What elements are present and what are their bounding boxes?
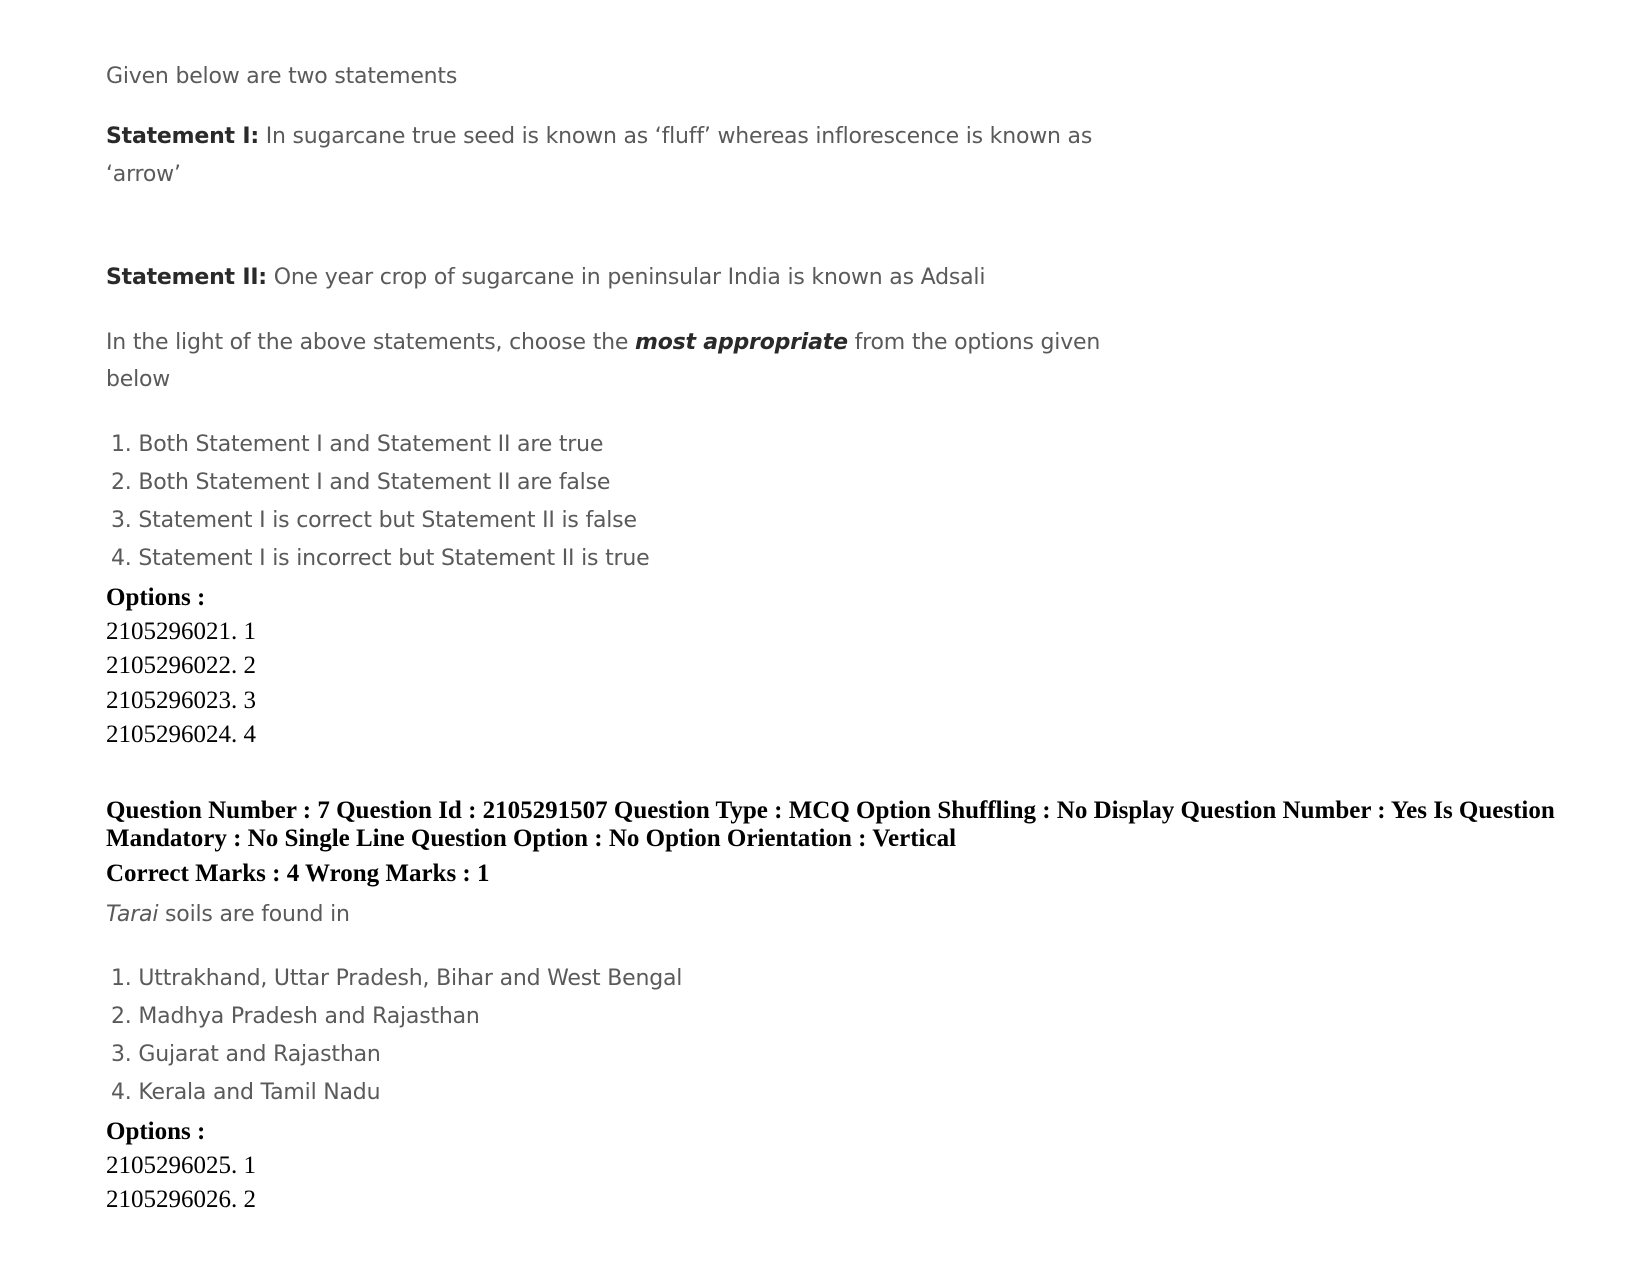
choice-item: 4. Kerala and Tamil Nadu bbox=[111, 1080, 381, 1105]
choice-item: 3. Statement I is correct but Statement II is false bbox=[111, 508, 637, 533]
prompt-pre: In the light of the above statements, choose the bbox=[106, 330, 635, 355]
question-italic-term: Tarai bbox=[106, 902, 159, 927]
question-meta-line-1: Question Number : 7 Question Id : 2105291507 Question Type : MCQ Option Shuffling : No Display Question Number : Yes Is Question bbox=[106, 797, 1555, 824]
options-label: Options : bbox=[106, 584, 206, 611]
prompt-emphasis: most appropriate bbox=[635, 330, 848, 355]
option-id: 2105296021. 1 bbox=[106, 618, 256, 645]
statement-1-text: In sugarcane true seed is known as ‘fluff’ whereas inflorescence is known as bbox=[258, 124, 1093, 149]
choice-item: 2. Madhya Pradesh and Rajasthan bbox=[111, 1004, 480, 1029]
statement-2-text: One year crop of sugarcane in peninsular India is known as Adsali bbox=[266, 265, 986, 290]
question-text bbox=[106, 902, 350, 927]
choice-item: 3. Gujarat and Rajasthan bbox=[111, 1042, 381, 1067]
statement-1-label: Statement I: bbox=[106, 124, 259, 149]
question-intro: Given below are two statements bbox=[106, 64, 458, 89]
question-marks: Correct Marks : 4 Wrong Marks : 1 bbox=[106, 860, 490, 887]
question-prompt-line-2: below bbox=[106, 367, 171, 392]
option-id: 2105296023. 3 bbox=[106, 687, 256, 714]
choice-item: 1. Both Statement I and Statement II are true bbox=[111, 432, 604, 457]
option-id: 2105296025. 1 bbox=[106, 1152, 256, 1179]
option-id: 2105296022. 2 bbox=[106, 652, 256, 679]
statement-1-line-1 bbox=[106, 124, 1092, 149]
option-id: 2105296026. 2 bbox=[106, 1186, 256, 1213]
choice-item: 2. Both Statement I and Statement II are false bbox=[111, 470, 611, 495]
question-meta-line-2: Mandatory : No Single Line Question Option : No Option Orientation : Vertical bbox=[106, 825, 957, 852]
question-rest: soils are found in bbox=[158, 902, 350, 927]
choice-item: 1. Uttrakhand, Uttar Pradesh, Bihar and West Bengal bbox=[111, 966, 683, 991]
options-label: Options : bbox=[106, 1118, 206, 1145]
statement-2 bbox=[106, 265, 985, 290]
question-prompt-line-1 bbox=[106, 330, 1100, 355]
prompt-post: from the options given bbox=[847, 330, 1101, 355]
statement-2-label: Statement II: bbox=[106, 265, 267, 290]
choice-item: 4. Statement I is incorrect but Statement II is true bbox=[111, 546, 650, 571]
option-id: 2105296024. 4 bbox=[106, 721, 256, 748]
statement-1-line-2: ‘arrow’ bbox=[106, 162, 181, 187]
